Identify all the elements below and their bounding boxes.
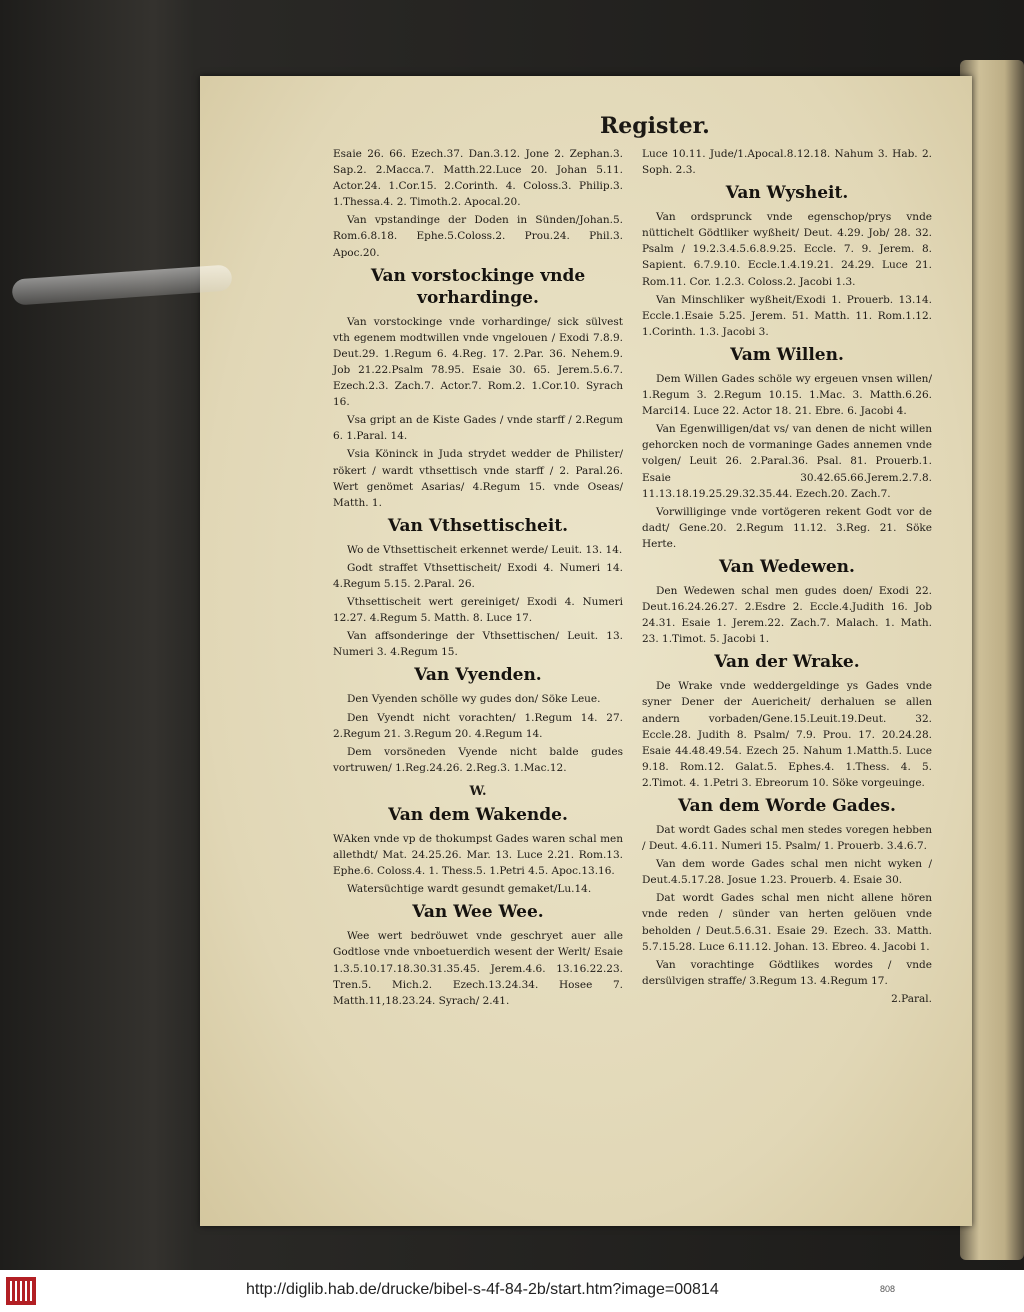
letter-heading: W. — [469, 783, 487, 799]
register-entry: Esaie 26. 66. Ezech.37. Dan.3.12. Jone 2. Zephan.3. Sap.2. 2.Macca.7. Matth.22.Luce 20. Johan 5.11. Actor.24. 1.Cor.15. 2.Corinth. 4. Coloss.3. Philip.3. 1.Thessa.4. 2. Timoth.2. Apocal.20. — [333, 148, 623, 209]
register-entry: Dat wordt Gades schal men nicht allene hören vnde reden / sünder van herten gelöuen vnde beholden / Deut.5.6.31. Esaie 29. Ezech. 33. Matth. 5.7.15.28. Luce 6.11.12. Johan. 13. Ebreo. 4. Jacobi 1. — [642, 892, 932, 953]
section-heading: Vam Willen. — [730, 344, 844, 365]
register-entry: Vorwilliginge vnde vortögeren rekent Godt vor de dadt/ Gene.20. 2.Regum 11.12. 3.Reg. 21. Söke Herte. — [642, 505, 932, 550]
register-entry: Godt straffet Vthsettischeit/ Exodi 4. Numeri 14. 4.Regum 5.15. 2.Paral. 26. — [333, 561, 623, 590]
library-logo-icon[interactable] — [6, 1277, 36, 1305]
register-entry: De Wrake vnde weddergeldinge ys Gades vnde syner Dener der Auericheit/ derhaluen se allen andern vorbaden/Gene.15.Leuit.19.Deut. 32. Eccle.28. Judith 8. Psalm/ 7.9. Prou. 17. 20.24.28. Esaie 44.48.49.54. Ezech 25. Nahum 1.Matth.5. Luce 9.18. Rom.12. Galat.5. Ephes.4. 1.Thess. 4. 5. 2.Timot. 4. 1.Petri 3. Ebreorum 10. Söke vorgeuinge. — [642, 680, 932, 789]
register-entry: Van Minschliker wyßheit/Exodi 1. Prouerb. 13.14. Eccle.1.Esaie 5.25. Jerem. 51. Matth. 11. Rom.1.12. 1.Corinth. 1.3. Jacobi 3. — [642, 293, 932, 338]
register-entry: Van vpstandinge der Doden in Sünden/Johan.5. Rom.6.8.18. Ephe.5.Coloss.2. Prou.24. Phil.3. Apoc.20. — [333, 214, 623, 259]
page-url-link[interactable]: http://diglib.hab.de/drucke/bibel-s-4f-84-2b/start.htm?image=00814 — [246, 1281, 719, 1298]
register-entry: Dat wordt Gades schal men stedes voregen hebben / Deut. 4.6.11. Numeri 15. Psalm/ 1. Prouerb. 3.4.6.7. — [642, 824, 932, 853]
section-heading: Van dem Wakende. — [388, 805, 568, 825]
register-entry: Van affsonderinge der Vthsettischen/ Leuit. 13. Numeri 3. 4.Regum 15. — [333, 630, 623, 659]
register-entry: WAken vnde vp de thokumpst Gades waren schal men allethdt/ Mat. 24.25.26. Mar. 13. Luce 2.21. Rom.13. Ephe.6. Coloss.4. 1. Thess.5. 1.Petri 4.5. Apoc.13.16. — [333, 833, 623, 878]
register-entry: Wo de Vthsettischeit erkennet werde/ Leuit. 13. 14. — [347, 543, 623, 556]
running-head: Register. — [600, 113, 710, 139]
register-entry: Den Vyenden schölle wy gudes don/ Söke Leue. — [347, 693, 601, 706]
register-entry: Watersüchtige wardt gesundt gemaket/Lu.14. — [347, 883, 592, 896]
register-entry: Van Egenwilligen/dat vs/ van denen de nicht willen gehorcken noch de vormaninge Gades annemen vnde volgen/ Leuit 26. 2.Paral.36. Psal. 81. Prouerb.1. Esaie 30.42.65.66.Jerem.2.7.8. 11.13.18.19.25.29.32.35.44. Ezech.20. Zach.7. — [642, 423, 932, 500]
section-heading: Van Wysheit. — [725, 183, 849, 204]
register-entry: Vsa gript an de Kiste Gades / vnde starff / 2.Regum 6. 1.Paral. 14. — [333, 414, 623, 443]
register-entry: Van ordsprunck vnde egenschop/prys vnde nüttichelt Gödtliker wyßheit/ Deut. 4.29. Job/ 28. 32. Psalm / 19.2.3.4.5.6.8.9.25. Eccle. 7. 9. Jerem. 8. Sapient. 6.7.9.10. Eccle.1.4.19.21. 24.29. Luce 21. Rom.11. Cor. 1.2.3. Coloss.2. Jacobi 1.3. — [642, 211, 932, 288]
register-entry: Dem Willen Gades schöle wy ergeuen vnsen willen/ 1.Regum 3. 2.Regum 10.15. 1.Mac. 3. Matth.6.26. Marci14. Luce 22. Actor 18. 21. Ebre. 6. Jacobi 4. — [642, 372, 932, 418]
section-heading: Van Vyenden. — [414, 665, 542, 686]
register-entry: Van dem worde Gades schal men nicht wyken / Deut.4.5.17.28. Josue 1.23. Prouerb. 4. Esaie 30. — [642, 858, 932, 887]
viewer-footer — [0, 1270, 1024, 1312]
section-heading: Van der Wrake. — [714, 652, 860, 673]
section-heading: Van dem Worde Gades. — [678, 796, 896, 816]
register-entry: Den Wedewen schal men gudes doen/ Exodi 22. Deut.16.24.26.27. 2.Esdre 2. Eccle.4.Judith 16. Job 24.31. Esaie 1. Jerem.22. Zach.7. Malach. 1. Math. 23. 1.Timot. 5. Jacobi 1. — [642, 584, 932, 646]
register-entry: Van vorstockinge vnde vorhardinge/ sick sülvest vth egenem modtwillen vnde vngelouen / Exodi 7.8.9. Deut.29. 1.Regum 6. 4.Reg. 17. 2.Par. 36. Nehem.9. Job 21.22.Psalm 78.95. Esaie 30. 65. Jerem.5.6.7. Ezech.2.3. Zach.7. Actor.7. Rom.2. 1.Cor.10. Syrach 16. — [333, 315, 623, 409]
page-indicator: 808 — [880, 1284, 896, 1294]
catchword: 2.Paral. — [891, 992, 932, 1005]
register-entry: Den Vyendt nicht vorachten/ 1.Regum 14. 27. 2.Regum 21. 3.Regum 20. 4.Regum 14. — [333, 711, 623, 740]
register-entry: Luce 10.11. Jude/1.Apocal.8.12.18. Nahum 3. Hab. 2. Soph. 2.3. — [642, 148, 932, 177]
register-entry: Wee wert bedröuwet vnde geschryet auer alle Godtlose vnde vnboetuerdich wesent der Werlt/ Esaie 1.3.5.10.17.18.30.31.35.45. Jerem.4.6. 13.16.22.23. Tren.5. Mich.2. Ezech.13.24.34. Hosee 7. Matth.11,18.23.24. Syrach/ 2.41. — [333, 930, 623, 1007]
section-heading: Van Vthsettischeit. — [387, 515, 569, 536]
section-heading: Van Wedewen. — [719, 556, 855, 577]
register-entry: Dem vorsöneden Vyende nicht balde gudes vortruwen/ 1.Reg.24.26. 2.Reg.3. 1.Mac.12. — [333, 745, 623, 774]
register-entry: Van vorachtinge Gödtlikes wordes / vnde dersülvigen straffe/ 3.Regum 13. 4.Regum 17. — [642, 958, 932, 987]
register-entry: Vthsettischeit wert gereiniget/ Exodi 4. Numeri 12.27. 4.Regum 5. Matth. 8. Luce 17. — [333, 596, 623, 625]
right-column — [642, 146, 932, 1007]
left-column — [333, 146, 623, 1011]
section-heading: Van Wee Wee. — [412, 902, 544, 923]
register-entry: Vsia Köninck in Juda strydet wedder de Philister/ rökert / wardt vthsettisch vnde starff / 2. Paral.26. Wert genömet Asarias/ 4.Regum 15. vnde Oseas/ Matth. 1. — [333, 448, 623, 509]
section-heading: Van vorstockinge vnde vorhardinge. — [370, 265, 586, 308]
